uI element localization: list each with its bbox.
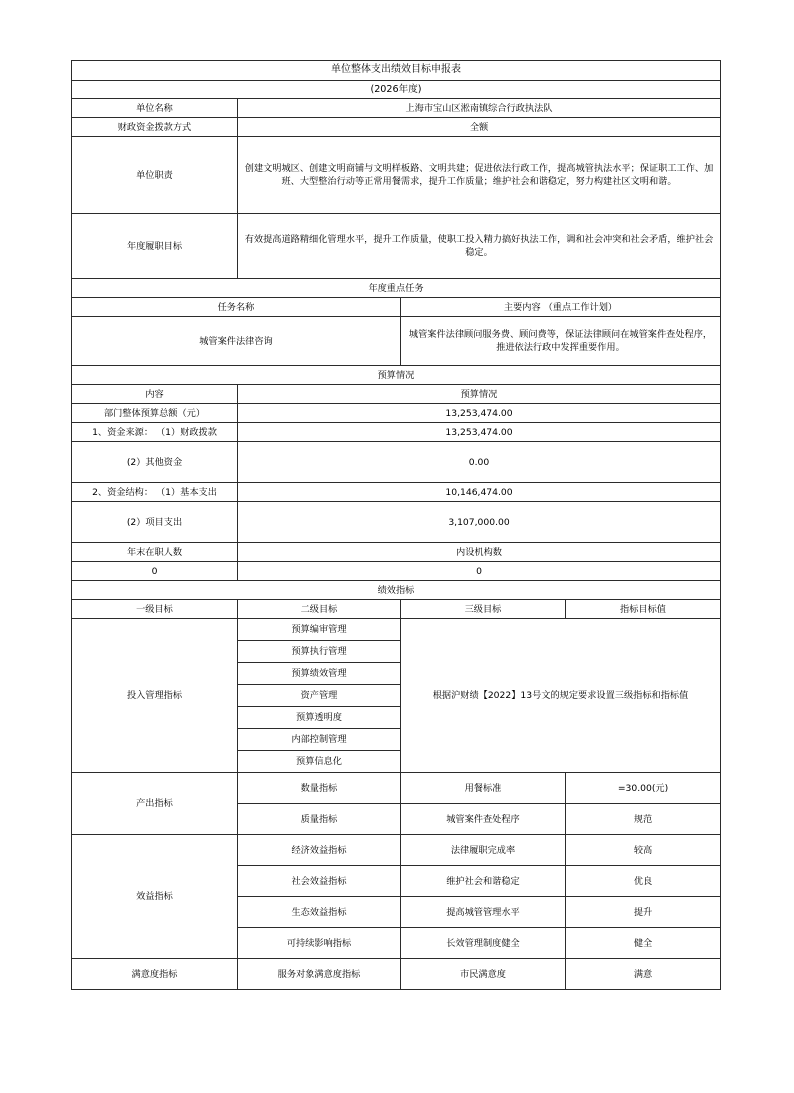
indicator-target-value: 优良	[566, 866, 721, 897]
budget-row-label: (2）项目支出	[72, 502, 238, 543]
indicator-row	[72, 773, 721, 804]
level2-label: 经济效益指标	[238, 835, 401, 866]
level1-satisfaction: 满意度指标	[72, 959, 238, 990]
headcount-value: 0	[72, 562, 238, 581]
level2-label: 服务对象满意度指标	[238, 959, 401, 990]
level2-label: 可持续影响指标	[238, 928, 401, 959]
unit-duties-label: 单位职责	[72, 137, 238, 214]
indicator-row	[72, 835, 721, 866]
budget-header-row	[72, 385, 721, 404]
task-name: 城管案件法律咨询	[72, 317, 401, 366]
headcount-header-row	[72, 543, 721, 562]
headcount-label: 年末在职人数	[72, 543, 238, 562]
level2-label: 预算透明度	[238, 707, 401, 729]
col-budget-situation: 预算情况	[238, 385, 721, 404]
indicator-target-value: =30.00(元)	[566, 773, 721, 804]
level2-label: 内部控制管理	[238, 729, 401, 751]
performance-declaration-sheet	[71, 60, 720, 990]
budget-row-value: 0.00	[238, 442, 721, 483]
declaration-table	[71, 60, 721, 990]
level2-label: 社会效益指标	[238, 866, 401, 897]
indicator-target-value: 满意	[566, 959, 721, 990]
level2-label: 预算信息化	[238, 751, 401, 773]
indicator-target-value: 规范	[566, 804, 721, 835]
level2-label: 质量指标	[238, 804, 401, 835]
annual-goal-label: 年度履职目标	[72, 214, 238, 279]
funding-method-label: 财政资金拨款方式	[72, 118, 238, 137]
col-level1: 一级目标	[72, 600, 238, 619]
indicator-target-value: 较高	[566, 835, 721, 866]
level1-input-management: 投入管理指标	[72, 619, 238, 773]
col-task-name: 任务名称	[72, 298, 401, 317]
level1-benefit: 效益指标	[72, 835, 238, 959]
level1-output: 产出指标	[72, 773, 238, 835]
unit-name-row	[72, 99, 721, 118]
budget-row-label: (2）其他资金	[72, 442, 238, 483]
level2-label: 生态效益指标	[238, 897, 401, 928]
key-tasks-section-title: 年度重点任务	[72, 279, 721, 298]
budget-row-label: 1、资金来源： （1）财政拨款	[72, 423, 238, 442]
unit-duties-row	[72, 137, 721, 214]
budget-row-value: 13,253,474.00	[238, 404, 721, 423]
unit-name-label: 单位名称	[72, 99, 238, 118]
unit-duties-value: 创建文明城区、创建文明商铺与文明样板路、文明共建；促进依法行政工作，提高城管执法水平；保证职工工作、加班、大型整治行动等正常用餐需求，提升工作质量；维护社会和谐稳定，努力构建社区文明和谐。	[238, 137, 721, 214]
level2-label: 数量指标	[238, 773, 401, 804]
performance-section-row	[72, 581, 721, 600]
budget-row-label: 2、资金结构： （1）基本支出	[72, 483, 238, 502]
headcount-value-row	[72, 562, 721, 581]
internal-org-label: 内设机构数	[238, 543, 721, 562]
performance-header-row	[72, 600, 721, 619]
document-title: 单位整体支出绩效目标申报表	[72, 61, 721, 81]
level3-label: 提高城管管理水平	[401, 897, 566, 928]
level2-label: 预算编审管理	[238, 619, 401, 641]
budget-row	[72, 404, 721, 423]
col-target-value: 指标目标值	[566, 600, 721, 619]
subtitle-row	[72, 80, 721, 99]
performance-section-title: 绩效指标	[72, 581, 721, 600]
level2-label: 预算绩效管理	[238, 663, 401, 685]
level3-label: 长效管理制度健全	[401, 928, 566, 959]
level3-label: 用餐标准	[401, 773, 566, 804]
budget-row	[72, 483, 721, 502]
internal-org-value: 0	[238, 562, 721, 581]
key-task-row	[72, 317, 721, 366]
level2-label: 资产管理	[238, 685, 401, 707]
level3-label: 法律履职完成率	[401, 835, 566, 866]
col-main-content: 主要内容 （重点工作计划）	[401, 298, 721, 317]
budget-row	[72, 442, 721, 483]
budget-row	[72, 502, 721, 543]
indicator-row	[72, 959, 721, 990]
funding-method-value: 全额	[238, 118, 721, 137]
level3-label: 城管案件查处程序	[401, 804, 566, 835]
col-budget-content: 内容	[72, 385, 238, 404]
budget-section-title: 预算情况	[72, 366, 721, 385]
budget-row	[72, 423, 721, 442]
document-subtitle: (2026年度)	[72, 80, 721, 99]
level3-label: 维护社会和谐稳定	[401, 866, 566, 897]
funding-method-row	[72, 118, 721, 137]
key-tasks-section-row	[72, 279, 721, 298]
level3-label: 市民满意度	[401, 959, 566, 990]
indicator-target-value: 健全	[566, 928, 721, 959]
annual-goal-value: 有效提高道路精细化管理水平，提升工作质量，使职工投入精力搞好执法工作，调和社会冲突和社会矛盾，维护社会稳定。	[238, 214, 721, 279]
indicator-row	[72, 619, 721, 641]
budget-row-label: 部门整体预算总额（元）	[72, 404, 238, 423]
unit-name-value: 上海市宝山区淞南镇综合行政执法队	[238, 99, 721, 118]
key-tasks-header-row	[72, 298, 721, 317]
indicator-target-value: 提升	[566, 897, 721, 928]
col-level2: 二级目标	[238, 600, 401, 619]
task-main-content: 城管案件法律顾问服务费、顾问费等，保证法律顾问在城管案件查处程序，推进依法行政中发挥重要作用。	[401, 317, 721, 366]
budget-row-value: 3,107,000.00	[238, 502, 721, 543]
title-row	[72, 61, 721, 81]
budget-row-value: 13,253,474.00	[238, 423, 721, 442]
col-level3: 三级目标	[401, 600, 566, 619]
budget-row-value: 10,146,474.00	[238, 483, 721, 502]
annual-goal-row	[72, 214, 721, 279]
level2-label: 预算执行管理	[238, 641, 401, 663]
input-group-merged-note: 根据沪财绩【2022】13号文的规定要求设置三级指标和指标值	[401, 619, 721, 773]
budget-section-row	[72, 366, 721, 385]
